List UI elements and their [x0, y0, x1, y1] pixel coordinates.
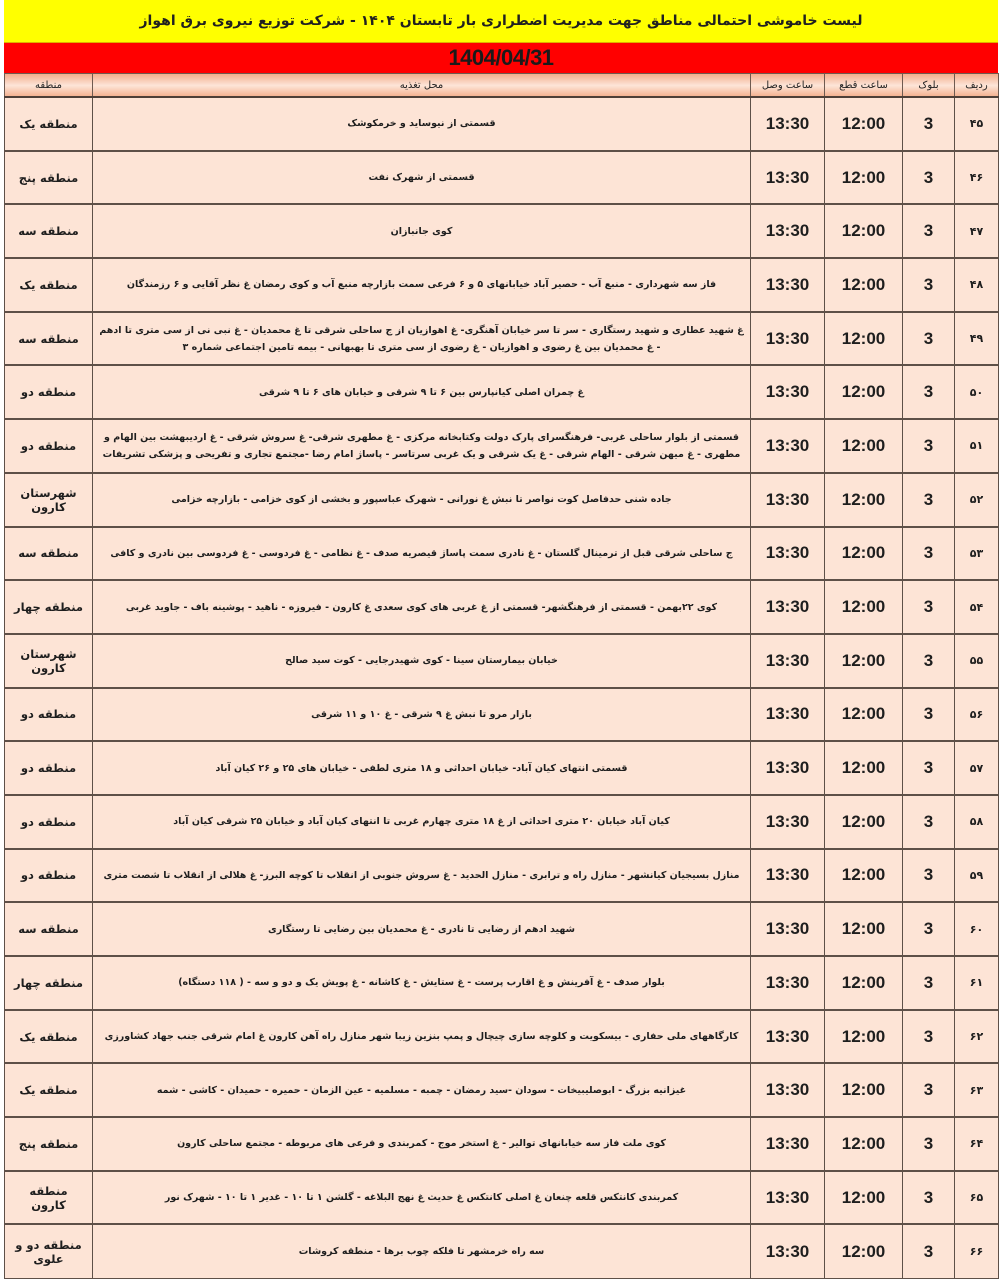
table-row [5, 956, 999, 1010]
row-number-cell: ۴۸ [955, 258, 999, 312]
connect-time-cell: 13:30 [751, 1224, 825, 1278]
cut-time-cell: 12:00 [825, 473, 903, 527]
region-cell: منطقه دو [5, 795, 93, 849]
cut-time-cell: 12:00 [825, 1063, 903, 1117]
location-cell: ج ساحلی شرقی قبل از ترمینال گلستان - غ نادری سمت پاساژ قیصریه صدف - غ نظامی - غ فردوسی - غ فردوسی بین نادری و کافی [93, 527, 751, 581]
region-cell: منطقه دو [5, 741, 93, 795]
table-row [5, 634, 999, 688]
table-row [5, 580, 999, 634]
row-number-cell: ۶۳ [955, 1063, 999, 1117]
row-number-cell: ۵۴ [955, 580, 999, 634]
region-cell: منطقه سه [5, 902, 93, 956]
block-cell: 3 [903, 151, 955, 205]
cut-time-cell: 12:00 [825, 204, 903, 258]
table-header-row [5, 74, 999, 98]
cut-time-cell: 12:00 [825, 580, 903, 634]
row-number-cell: ۶۱ [955, 956, 999, 1010]
region-cell: منطقه یک [5, 1063, 93, 1117]
row-number-cell: ۴۷ [955, 204, 999, 258]
connect-time-cell: 13:30 [751, 473, 825, 527]
row-number-cell: ۵۳ [955, 527, 999, 581]
block-cell: 3 [903, 473, 955, 527]
location-cell: کوی ۲۲بهمن - قسمتی از فرهنگشهر- قسمتی از غ غربی های کوی سعدی غ کارون - فیروزه - ناهید - پوشینه باف - جاوید غربی [93, 580, 751, 634]
block-cell: 3 [903, 956, 955, 1010]
location-cell: بلوار صدف - غ آفرینش و غ اقارب پرست - غ ستایش - غ کاشانه - غ پویش یک و دو و سه - ( ۱۱۸ دستگاه) [93, 956, 751, 1010]
block-cell: 3 [903, 634, 955, 688]
block-cell: 3 [903, 312, 955, 366]
connect-time-cell: 13:30 [751, 204, 825, 258]
block-cell: 3 [903, 741, 955, 795]
region-cell: منطقه یک [5, 97, 93, 151]
cut-time-cell: 12:00 [825, 151, 903, 205]
block-cell: 3 [903, 902, 955, 956]
region-cell: منطقه سه [5, 312, 93, 366]
cut-time-cell: 12:00 [825, 527, 903, 581]
block-cell: 3 [903, 849, 955, 903]
row-number-cell: ۵۲ [955, 473, 999, 527]
block-cell: 3 [903, 1063, 955, 1117]
table-row [5, 688, 999, 742]
row-number-cell: ۵۱ [955, 419, 999, 473]
column-header-location: محل تغذیه [93, 74, 751, 98]
location-cell: جاده شنی حدفاصل کوت نواصر تا نبش غ نورانی - شهرک عباسپور و بخشی از کوی خزامی - بازارچه خزامی [93, 473, 751, 527]
region-cell: منطقه دو و علوی [5, 1224, 93, 1278]
connect-time-cell: 13:30 [751, 849, 825, 903]
location-cell: منازل بسیجیان کیانشهر - منازل راه و ترابری - منازل الحدید - غ سروش جنوبی از انقلاب تا کوچه البرز- غ هلالی از انقلاب تا شصت متری [93, 849, 751, 903]
block-cell: 3 [903, 795, 955, 849]
region-cell: منطقه دو [5, 849, 93, 903]
block-cell: 3 [903, 365, 955, 419]
region-cell: منطقه پنج [5, 1117, 93, 1171]
connect-time-cell: 13:30 [751, 795, 825, 849]
region-cell: منطقه سه [5, 527, 93, 581]
page-title: لیست خاموشی احتمالی مناطق جهت مدیریت اضطراری بار تابستان ۱۴۰۴ - شرکت توزیع نیروی برق اهواز [139, 13, 863, 29]
block-cell: 3 [903, 419, 955, 473]
table-row [5, 1224, 999, 1278]
row-number-cell: ۵۸ [955, 795, 999, 849]
block-cell: 3 [903, 204, 955, 258]
connect-time-cell: 13:30 [751, 419, 825, 473]
title-banner [4, 0, 998, 43]
schedule-date: 1404/04/31 [448, 45, 554, 70]
region-cell: شهرستان کارون [5, 634, 93, 688]
cut-time-cell: 12:00 [825, 849, 903, 903]
table-row [5, 204, 999, 258]
cut-time-cell: 12:00 [825, 365, 903, 419]
column-header-region: منطقه [5, 74, 93, 98]
table-row [5, 741, 999, 795]
connect-time-cell: 13:30 [751, 1063, 825, 1117]
row-number-cell: ۵۶ [955, 688, 999, 742]
cut-time-cell: 12:00 [825, 795, 903, 849]
connect-time-cell: 13:30 [751, 688, 825, 742]
table-body [5, 97, 999, 1278]
table-row [5, 1171, 999, 1225]
location-cell: بازار مرو تا نبش غ ۹ شرقی - غ ۱۰ و ۱۱ شرقی [93, 688, 751, 742]
column-header-block: بلوک [903, 74, 955, 98]
column-header-connect-time: ساعت وصل [751, 74, 825, 98]
table-row [5, 902, 999, 956]
table-row [5, 151, 999, 205]
table-row [5, 849, 999, 903]
region-cell: منطقه کارون [5, 1171, 93, 1225]
location-cell: سه راه خرمشهر تا فلکه چوب برها - منطقه کروشات [93, 1224, 751, 1278]
cut-time-cell: 12:00 [825, 1117, 903, 1171]
location-cell: کوی ملت فاز سه خیابانهای توالیر - غ استخر موج - کمربندی و فرعی های مربوطه - مجتمع ساحلی کارون [93, 1117, 751, 1171]
location-cell: کمربندی کانتکس قلعه چنعان غ اصلی کانتکس غ حدیث غ نهج البلاغه - گلشن ۱ تا ۱۰ - غدیر ۱ تا ۱۰ - شهرک نور [93, 1171, 751, 1225]
region-cell: منطقه چهار [5, 956, 93, 1010]
row-number-cell: ۵۵ [955, 634, 999, 688]
location-cell: قسمتی از نیوساید و خرمکوشک [93, 97, 751, 151]
table-row [5, 527, 999, 581]
cut-time-cell: 12:00 [825, 1171, 903, 1225]
connect-time-cell: 13:30 [751, 580, 825, 634]
row-number-cell: ۴۶ [955, 151, 999, 205]
table-row [5, 419, 999, 473]
region-cell: منطقه دو [5, 365, 93, 419]
block-cell: 3 [903, 1117, 955, 1171]
connect-time-cell: 13:30 [751, 365, 825, 419]
connect-time-cell: 13:30 [751, 634, 825, 688]
connect-time-cell: 13:30 [751, 97, 825, 151]
table-row [5, 473, 999, 527]
location-cell: خیابان بیمارستان سینا - کوی شهیدرجایی - کوت سید صالح [93, 634, 751, 688]
column-header-row-number: ردیف [955, 74, 999, 98]
block-cell: 3 [903, 97, 955, 151]
block-cell: 3 [903, 1224, 955, 1278]
row-number-cell: ۶۴ [955, 1117, 999, 1171]
location-cell: قسمتی انتهای کیان آباد- خیابان احداثی و ۱۸ متری لطفی - خیابان های ۲۵ و ۲۶ کیان آباد [93, 741, 751, 795]
cut-time-cell: 12:00 [825, 634, 903, 688]
connect-time-cell: 13:30 [751, 902, 825, 956]
location-cell: کارگاههای ملی حفاری - بیسکویت و کلوچه سازی چیچال و پمپ بنزین زیبا شهر منازل راه آهن کارون غ امام شرقی جنب جهاد کشاورزی [93, 1010, 751, 1064]
date-banner [4, 43, 998, 73]
connect-time-cell: 13:30 [751, 741, 825, 795]
location-cell: غیزانیه بزرگ - ابوصلیبیخات - سودان -سید رمضان - چمبه - مسلمیه - عین الزمان - حمیره - حمیدان - کاشی - شمه [93, 1063, 751, 1117]
region-cell: منطقه یک [5, 1010, 93, 1064]
block-cell: 3 [903, 1171, 955, 1225]
connect-time-cell: 13:30 [751, 1171, 825, 1225]
row-number-cell: ۵۹ [955, 849, 999, 903]
location-cell: شهید ادهم از رضایی تا نادری - غ محمدیان بین رضایی تا رستگاری [93, 902, 751, 956]
schedule-document [4, 0, 998, 1279]
outage-schedule-table [4, 73, 999, 1279]
location-cell: قسمتی از شهرک نفت [93, 151, 751, 205]
row-number-cell: ۶۰ [955, 902, 999, 956]
region-cell: منطقه سه [5, 204, 93, 258]
cut-time-cell: 12:00 [825, 312, 903, 366]
row-number-cell: ۴۹ [955, 312, 999, 366]
location-cell: کیان آباد خیابان ۲۰ متری احداثی از غ ۱۸ متری چهارم غربی تا انتهای کیان آباد و خیابان ۲۵ شرقی کیان آباد [93, 795, 751, 849]
block-cell: 3 [903, 688, 955, 742]
block-cell: 3 [903, 258, 955, 312]
row-number-cell: ۶۶ [955, 1224, 999, 1278]
region-cell: منطقه یک [5, 258, 93, 312]
row-number-cell: ۴۵ [955, 97, 999, 151]
connect-time-cell: 13:30 [751, 258, 825, 312]
cut-time-cell: 12:00 [825, 419, 903, 473]
location-cell: کوی جانبازان [93, 204, 751, 258]
region-cell: شهرستان کارون [5, 473, 93, 527]
table-row [5, 365, 999, 419]
table-row [5, 258, 999, 312]
cut-time-cell: 12:00 [825, 1224, 903, 1278]
location-cell: قسمتی از بلوار ساحلی غربی- فرهنگسرای پارک دولت وکتابخانه مرکزی - غ مطهری شرقی- غ سروش شرقی - غ اردیبهشت بین الهام و مطهری - غ میهن شرقی - الهام شرقی - غ یک شرقی و یک غربی سرتاسر - پاساژ امام رضا -مجتمع تجاری و تفریحی و پزشکی تشریفات [93, 419, 751, 473]
column-header-cut-time: ساعت قطع [825, 74, 903, 98]
cut-time-cell: 12:00 [825, 258, 903, 312]
block-cell: 3 [903, 527, 955, 581]
cut-time-cell: 12:00 [825, 741, 903, 795]
connect-time-cell: 13:30 [751, 527, 825, 581]
row-number-cell: ۶۲ [955, 1010, 999, 1064]
row-number-cell: ۵۰ [955, 365, 999, 419]
region-cell: منطقه چهار [5, 580, 93, 634]
cut-time-cell: 12:00 [825, 97, 903, 151]
connect-time-cell: 13:30 [751, 1117, 825, 1171]
connect-time-cell: 13:30 [751, 1010, 825, 1064]
table-row [5, 1010, 999, 1064]
connect-time-cell: 13:30 [751, 151, 825, 205]
row-number-cell: ۶۵ [955, 1171, 999, 1225]
block-cell: 3 [903, 1010, 955, 1064]
table-row [5, 795, 999, 849]
cut-time-cell: 12:00 [825, 956, 903, 1010]
cut-time-cell: 12:00 [825, 688, 903, 742]
location-cell: فاز سه شهرداری - منبع آب - حصیر آباد خیابانهای ۵ و ۶ فرعی سمت بازارچه منبع آب و کوی رمضان غ نظر آقایی و ۶ رزمندگان [93, 258, 751, 312]
location-cell: غ شهید عطاری و شهید رستگاری - سر تا سر خیابان آهنگری- غ اهوازیان از ج ساحلی شرقی تا غ محمدیان - غ نبی نی از سی متری تا ادهم - غ محمدیان بین غ رضوی و اهوازیان - غ رضوی از سی متری تا بهبهانی - بیمه تامین اجتماعی شماره ۳ [93, 312, 751, 366]
cut-time-cell: 12:00 [825, 902, 903, 956]
connect-time-cell: 13:30 [751, 956, 825, 1010]
region-cell: منطقه دو [5, 419, 93, 473]
region-cell: منطقه پنج [5, 151, 93, 205]
cut-time-cell: 12:00 [825, 1010, 903, 1064]
table-row [5, 1117, 999, 1171]
row-number-cell: ۵۷ [955, 741, 999, 795]
table-row [5, 1063, 999, 1117]
block-cell: 3 [903, 580, 955, 634]
location-cell: غ چمران اصلی کیانپارس بین ۶ تا ۹ شرقی و خیابان های ۶ تا ۹ شرقی [93, 365, 751, 419]
table-row [5, 97, 999, 151]
table-row [5, 312, 999, 366]
connect-time-cell: 13:30 [751, 312, 825, 366]
region-cell: منطقه دو [5, 688, 93, 742]
